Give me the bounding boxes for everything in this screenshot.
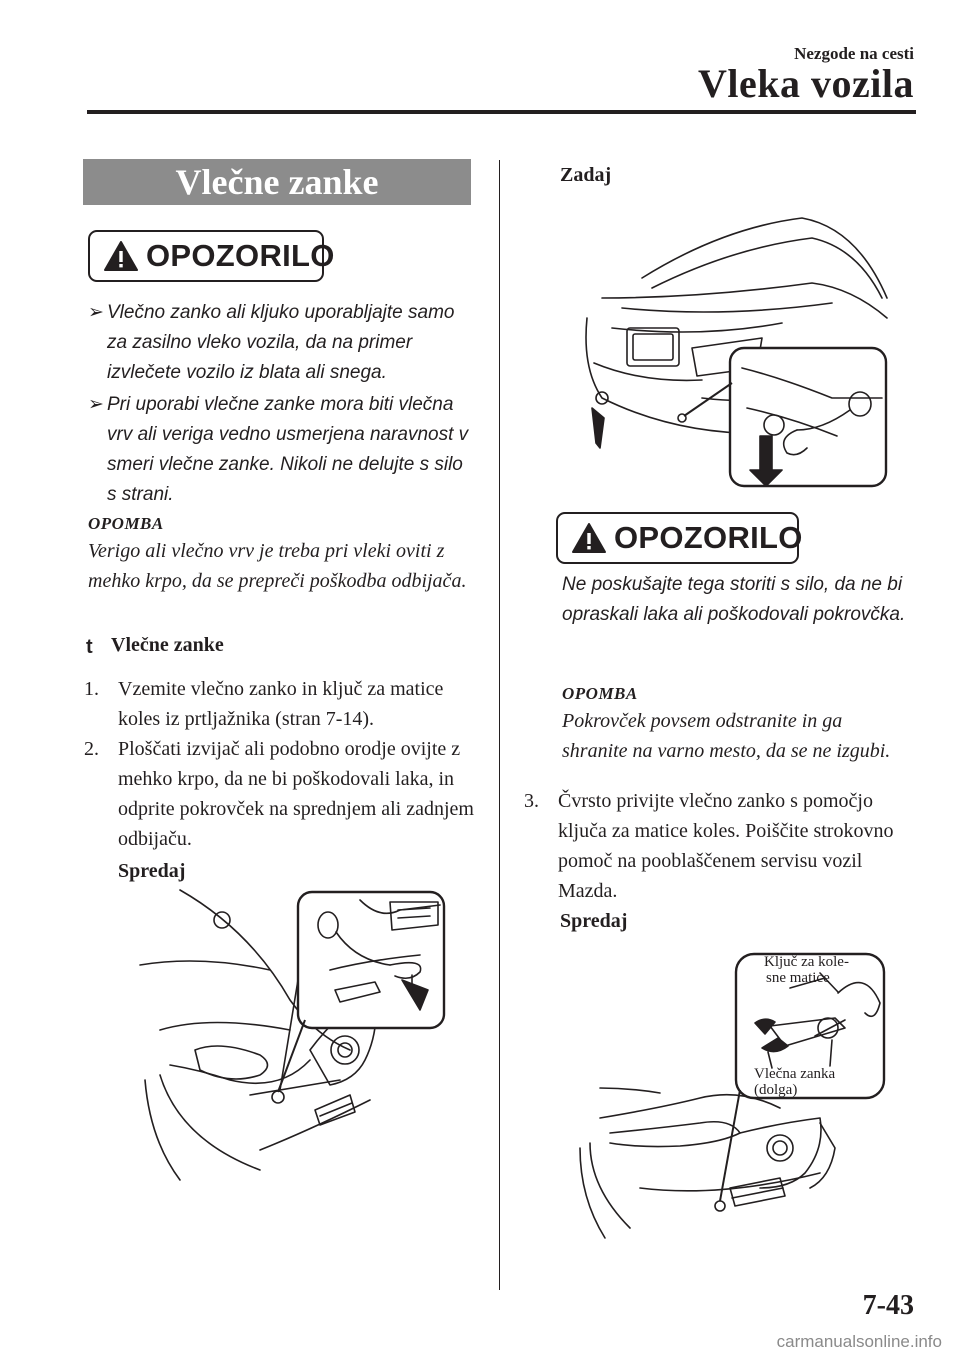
step-item: [84, 674, 484, 734]
step-number: 2.: [84, 738, 99, 760]
callout-wrench-line2: sne matice: [766, 970, 830, 986]
front-label: Spredaj: [118, 860, 186, 882]
column-divider: [499, 160, 500, 1290]
step-item: [84, 734, 484, 854]
warning-label: [88, 230, 335, 282]
warning-triangle-icon: [572, 523, 606, 553]
warning-triangle-icon: [104, 241, 138, 271]
warning-item-text: Pri uporabi vlečne zanke mora biti vlečna vrv ali veriga vedno usmerjena naravnost v smeri vlečne zanke. Nikoli ne delujte s silo s strani.: [107, 394, 469, 505]
callout-hook-line1: Vlečna zanka: [754, 1066, 836, 1082]
warning-text: Ne poskušajte tega storiti s silo, da ne bi opraskali laka ali poškodovali pokrovčka.: [562, 574, 906, 625]
subheading-marker: t: [86, 636, 93, 658]
step-number: 1.: [84, 678, 99, 700]
warning-item: [88, 298, 478, 388]
note-heading: OPOMBA: [562, 684, 638, 703]
warning-label: [556, 512, 803, 564]
note-heading: OPOMBA: [88, 514, 164, 533]
rear-bumper-illustration: [582, 208, 892, 488]
chapter-title: Nezgode na cesti: [794, 44, 914, 63]
subheading: Vlečne zanke: [111, 634, 224, 656]
warning-item: [88, 390, 478, 510]
step-text: Vzemite vlečno zanko in ključ za matice koles iz prtljažnika (stran 7-14).: [118, 678, 444, 730]
warning-item-text: Vlečno zanko ali kljuko uporabljajte samo za zasilno vleko vozila, da na primer izvlečete vozilo iz blata ali snega.: [107, 302, 455, 383]
note-text: Verigo ali vlečno vrv je treba pri vleki oviti z mehko krpo, da se prepreči poškodba odbijača.: [88, 540, 467, 592]
front-label: Spredaj: [560, 910, 628, 932]
warning-label-text: OPOZORILO: [146, 238, 335, 273]
step-item: [524, 786, 924, 906]
page-number: 7-43: [862, 1290, 914, 1321]
note-text: Pokrovček povsem odstranite in ga shranite na varno mesto, da se ne izgubi.: [562, 710, 891, 762]
section-banner: Vlečne zanke: [83, 159, 471, 205]
header-rule: [87, 110, 916, 114]
step-text: Ploščati izvijač ali podobno orodje ovijte z mehko krpo, da ne bi poškodovali laka, in odprite pokrovček na sprednjem ali zadnjem odbijaču.: [118, 738, 474, 850]
front-bumper-illustration: [140, 880, 460, 1180]
section-title: Vleka vozila: [698, 61, 914, 106]
step-text: Čvrsto privijte vlečno zanko s pomočjo ključa za matice koles. Poiščite strokovno pomoč na pooblaščenem servisu vozil Mazda.: [558, 790, 894, 902]
warning-label-text: OPOZORILO: [614, 520, 803, 555]
callout-wrench-line1: Ključ za kole-: [764, 954, 849, 970]
rear-label: Zadaj: [560, 164, 612, 186]
step-number: 3.: [524, 790, 539, 812]
watermark-url: carmanualsonline.info: [776, 1332, 942, 1351]
callout-hook-line2: (dolga): [754, 1082, 798, 1098]
tow-eye-installation-illustration: [580, 948, 900, 1238]
arrow-bullet-icon: ➢: [88, 302, 104, 323]
arrow-bullet-icon: ➢: [88, 394, 104, 415]
